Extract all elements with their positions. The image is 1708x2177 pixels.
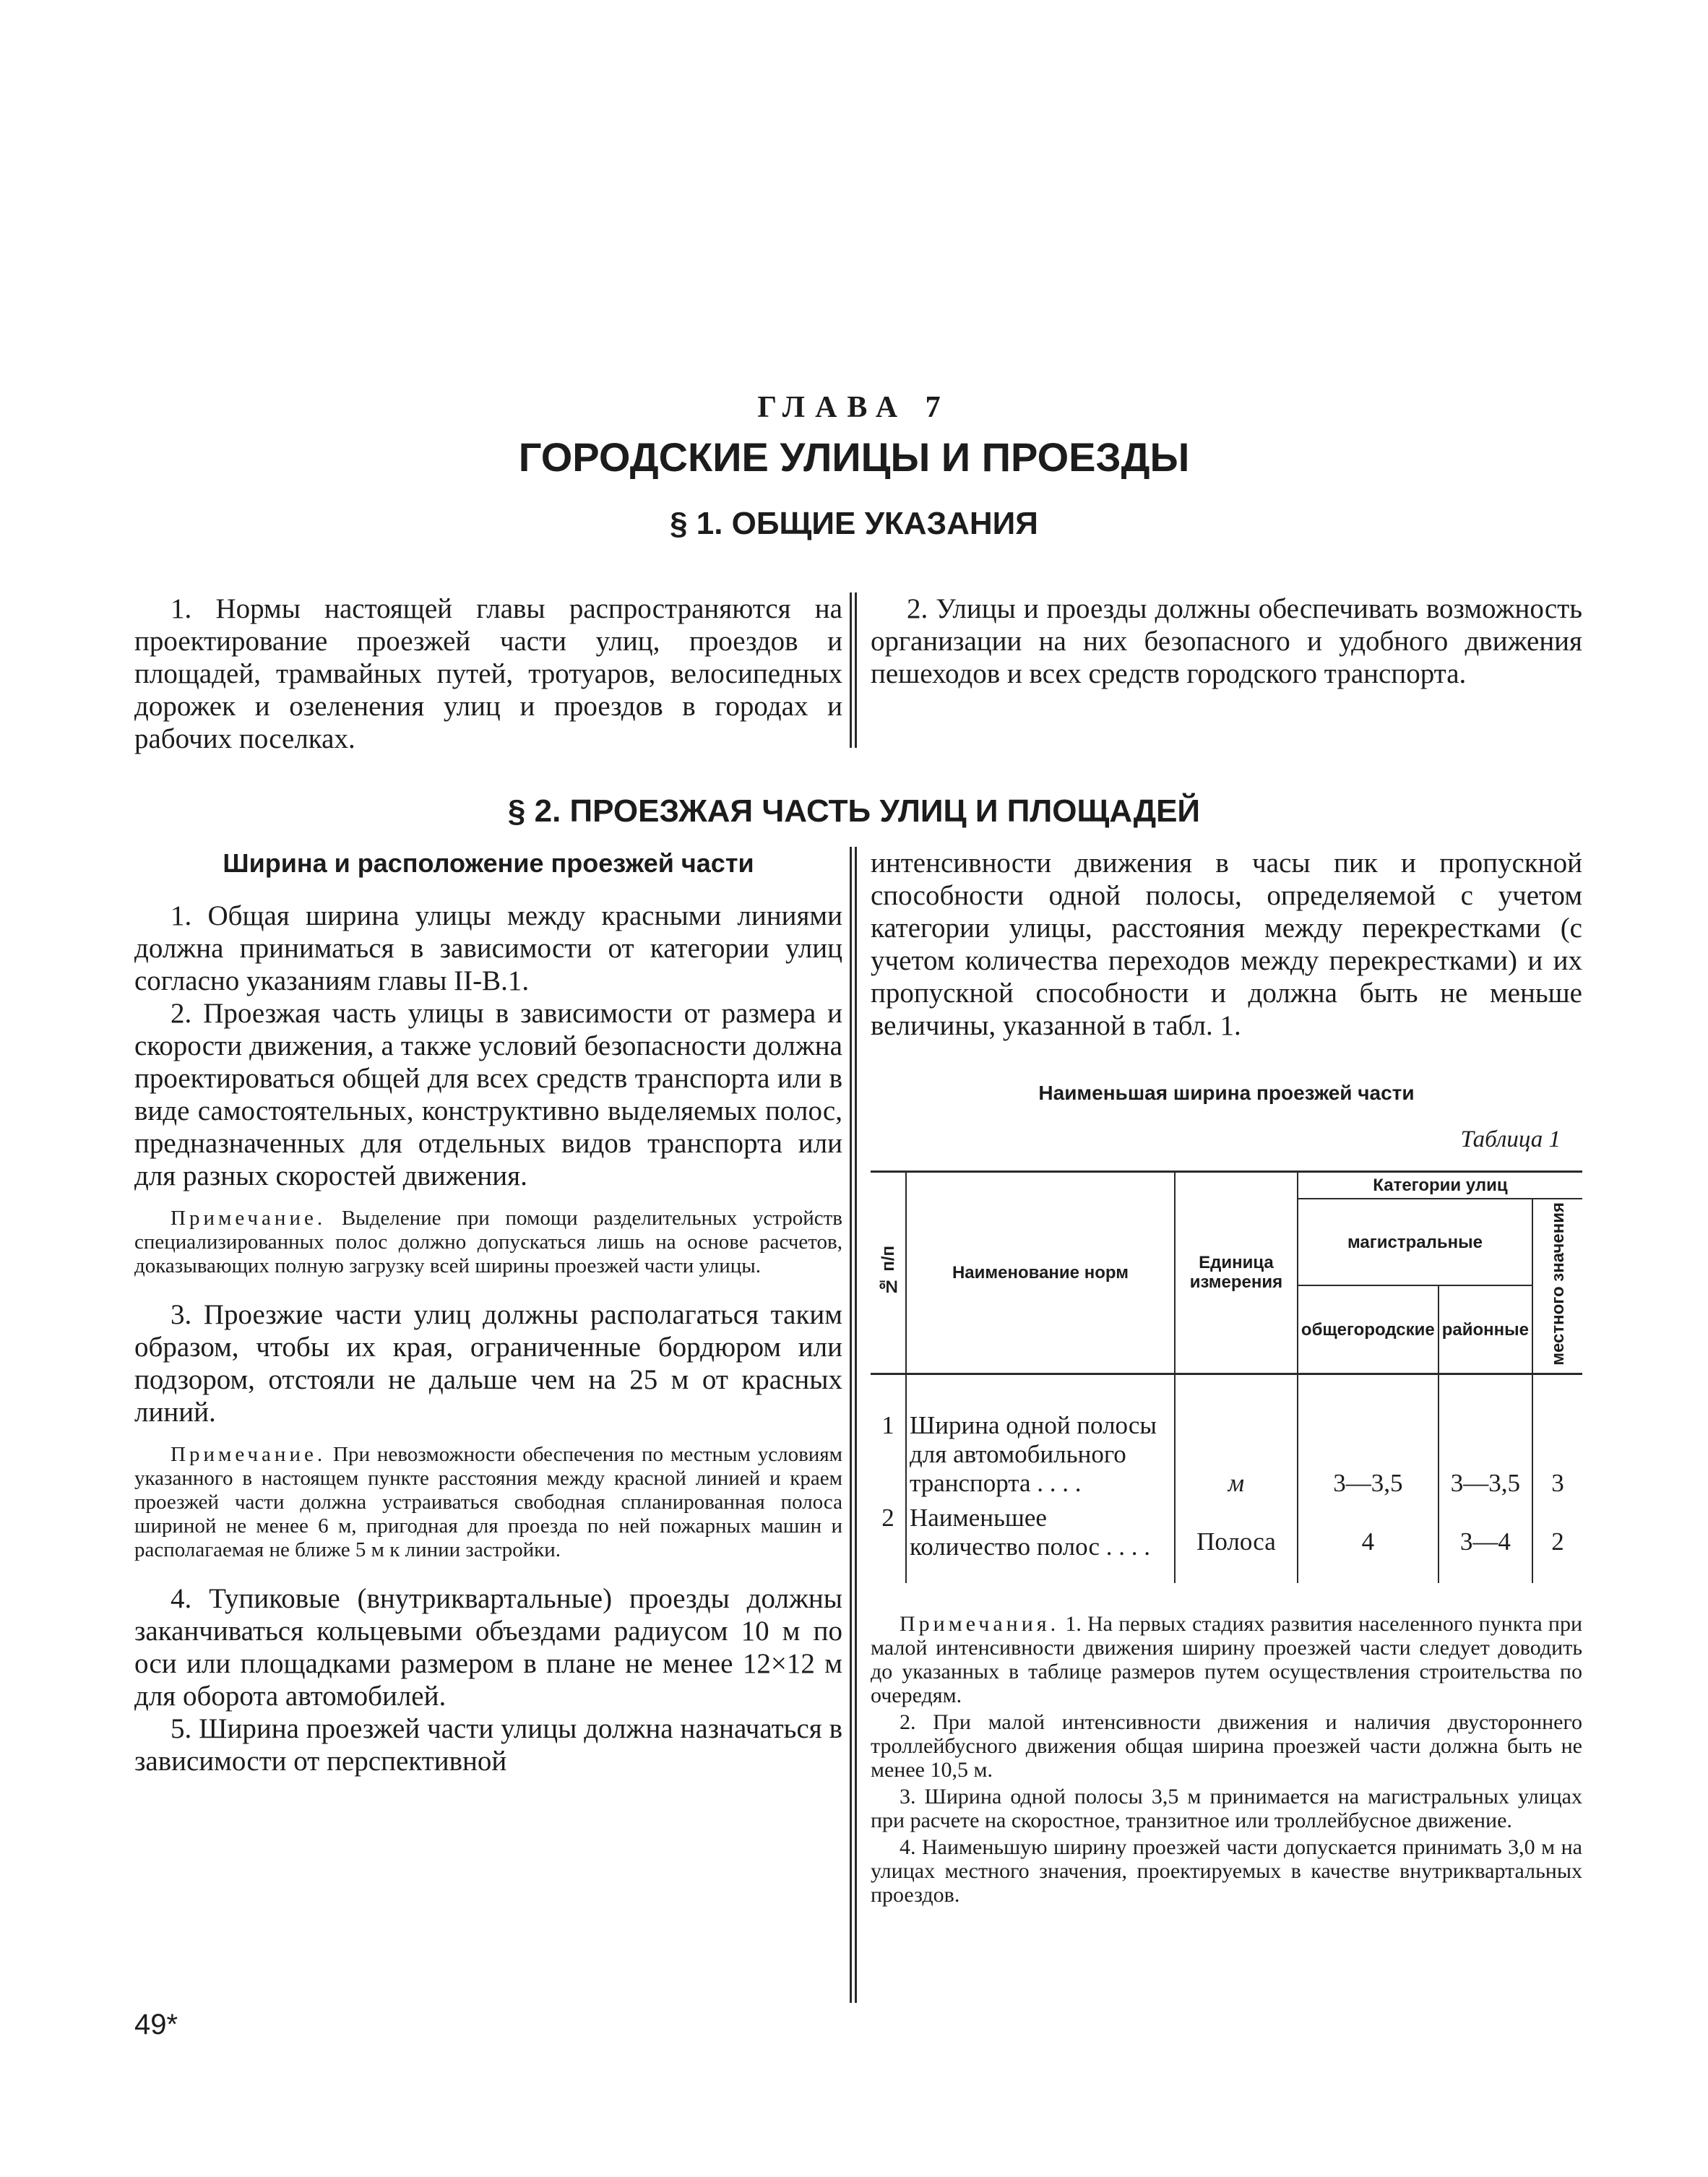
note-2-label: Примечание. [171,1443,327,1466]
note-2 [134,1443,842,1562]
header-unit: Единица измерения [1175,1172,1298,1374]
section-2-paragraph-1: 1. Общая ширина улицы между красными линиями должна приниматься в зависимости от категории улиц согласно указаниям главы II-В.1. [134,900,842,996]
table-row [871,1501,1582,1583]
table-note-3: 3. Ширина одной полосы 3,5 м принимается на магистральных улицах при расчете на скоростное, транзитное или троллейбусное движение. [871,1784,1582,1832]
chapter-title: ГОРОДСКИЕ УЛИЦЫ И ПРОЕЗДЫ [518,434,1190,480]
table-note-1 [871,1612,1582,1707]
row-2-district: 3—4 [1439,1501,1532,1583]
header-citywide: общегородские [1298,1285,1439,1374]
section-2-paragraph-5-start: 5. Ширина проезжей части улицы должна назначаться в зависимости от перспективной [134,1713,842,1777]
section-1-left-column [134,592,842,755]
section-2-paragraph-3: 3. Проезжие части улиц должны располагаться таким образом, чтобы их края, ограниченные бордюром или подзором, отстояли не дальше чем на 25 м от красных линий. [134,1299,842,1428]
row-2-unit: Полоса [1175,1501,1298,1583]
table-label: Таблица 1 [1460,1126,1561,1152]
norms-table [871,1171,1582,1583]
row-2-local: 2 [1532,1501,1582,1583]
row-1-local: 3 [1532,1374,1582,1501]
header-local: местного значения [1532,1199,1582,1374]
header-name: Наименование норм [906,1172,1175,1374]
note-1 [134,1207,842,1278]
section-2-paragraph-2: 2. Проезжая часть улицы в зависимости от размера и скорости движения, а также условий безопасности должна проектироваться общей для всех средств транспорта или в виде самостоятельных, конструктивно выделяемых полос, предназначенных для отдельных видов транспорта или для разных скоростей движения. [134,998,842,1191]
section-2-left-column [134,847,842,1777]
header-main: магистральные [1298,1199,1532,1285]
row-1-name: Ширина одной полосы для автомобильного транспорта . . . . [906,1374,1175,1501]
section-2-title: § 2. ПРОЕЗЖАЯ ЧАСТЬ УЛИЦ И ПЛОЩАДЕЙ [507,793,1201,829]
row-1-unit: м [1175,1374,1298,1501]
subheading: Ширина и расположение проезжей части [223,848,754,878]
row-2-citywide: 4 [1298,1501,1439,1583]
table-notes [871,1612,1582,1907]
row-1-district: 3—3,5 [1439,1374,1532,1501]
section-1-title: § 1. ОБЩИЕ УКАЗАНИЯ [670,506,1038,541]
section-2-paragraph-5-continued: интенсивности движения в часы пик и пропускной способности одной полосы, определяемой с учетом категории улицы, расстояния между перекрестками (с учетом количества переходов между перекрестками) и их пропускной способности и должна быть не меньше величины, указанной в табл. 1. [871,848,1582,1041]
section-2-right-column [871,847,1582,1910]
row-2-number: 2 [871,1501,906,1583]
section-1-paragraph-2: 2. Улицы и проезды должны обеспечивать возможность организации на них безопасного и удобного движения пешеходов и всех средств городского транспорта. [871,593,1582,689]
table-note-1-text: 1. На первых стадиях развития населенного пункта при малой интенсивности движения ширину проезжей части следует доводить до указанных в таблице размеров путем осуществления строительства по очередям. [871,1611,1583,1707]
column-divider-2 [850,847,857,2003]
note-1-label: Примечание. [171,1207,327,1230]
page-number: 49* [134,2009,178,2040]
table-note-2: 2. При малой интенсивности движения и наличия двустороннего троллейбусного движения общая ширина проезжей части должна быть не менее 10,5 м. [871,1710,1582,1782]
chapter-label: ГЛАВА 7 [757,391,951,424]
header-categories: Категории улиц [1298,1172,1582,1199]
section-1-paragraph-1: 1. Нормы настоящей главы распространяются на проектирование проезжей части улиц, проездов и площадей, трамвайных путей, тротуаров, велосипедных дорожек и озеленения улиц и проездов в городах и рабочих поселках. [134,593,842,754]
table-row [871,1374,1582,1501]
row-1-number: 1 [871,1374,906,1501]
note-1-text: Выделение при помощи разделительных устройств специализированных полос должно допускаться лишь на основе расчетов, доказывающих полную загрузку всей ширины проезжей части улицы. [134,1207,842,1277]
header-number: № п/п [871,1172,906,1374]
row-1-citywide: 3—3,5 [1298,1374,1439,1501]
row-2-name: Наименьшее количество полос . . . . [906,1501,1175,1583]
header-district: районные [1439,1285,1532,1374]
note-2-text: При невозможности обеспечения по местным условиям указанного в настоящем пункте расстояния между красной линией и краем проезжей части должна устраиваться свободная спланированная полоса шириной не менее 6 м, пригодная для проезда по ней пожарных машин и располагаемая не ближе 5 м к линии застройки. [134,1443,842,1561]
column-divider [850,592,857,748]
table-notes-label: Примечания. [900,1611,1060,1636]
section-1-right-column [871,592,1582,690]
table-note-4: 4. Наименьшую ширину проезжей части допускается принимать 3,0 м на улицах местного значения, проектируемых в качестве внутриквартальных проездов. [871,1835,1582,1907]
table-caption: Наименьшая ширина проезжей части [1038,1082,1415,1104]
section-2-paragraph-4: 4. Тупиковые (внутриквартальные) проезды должны заканчиваться кольцевыми объездами радиусом 10 м по оси или площадками размером в плане не менее 12×12 м для оборота автомобилей. [134,1583,842,1712]
